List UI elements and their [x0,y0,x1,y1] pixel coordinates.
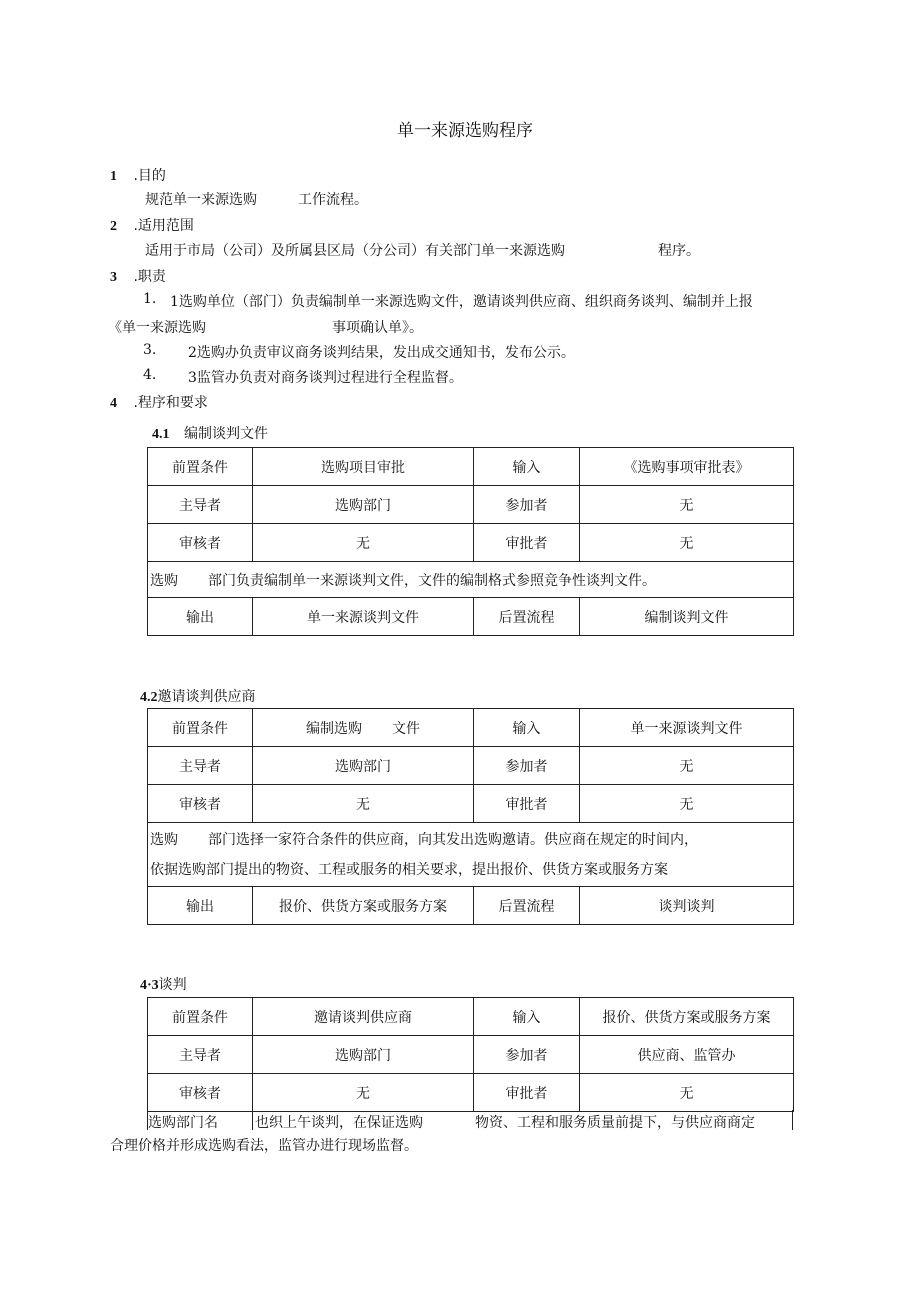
subsection-4-1-title: 编制谈判文件 [183,426,268,442]
table-row [148,998,794,1036]
section-2-text-b: 程序。 [658,243,700,259]
duty-1-number: 1. [143,291,157,307]
table-4-1 [147,447,794,636]
cell-value [253,709,474,747]
subsection-4-2-title: 邀请谈判供应商 [157,689,256,705]
duty-2-number: 3. [143,342,157,358]
section-2-title: .适用范围 [133,218,194,234]
section-3-number: 3 [110,270,117,285]
subsection-4-2-number: 4.2 [140,690,158,705]
section-4-title: .程序和要求 [133,395,208,411]
cell-value: 报价、供货方案或服务方案 [580,998,794,1036]
cell-label: 审核者 [148,1074,253,1112]
cell-label: 审批者 [474,524,580,562]
duty-1-text: 1选购单位（部门）负责编制单一来源选购文件，邀请谈判供应商、组织商务谈判、编制并上报 [170,294,753,310]
cell-value: 无 [580,1074,794,1112]
description-cell [148,823,794,887]
cell-label: 输出 [148,598,253,636]
cell-value: 供应商、监管办 [580,1036,794,1074]
description-text-line-2: 依据选购部门提出的物资、工程或服务的相关要求，提出报价、供货方案或服务方案 [150,862,668,878]
cell-label: 输入 [474,448,580,486]
cell-label: 输出 [148,887,253,925]
cell-label: 审核者 [148,785,253,823]
section-4-number: 4 [110,396,117,411]
duty-3-text: 3监管办负责对商务谈判过程进行全程监督。 [188,370,463,386]
description-text-b: 部门负责编制单一来源谈判文件，文件的编制格式参照竞争性谈判文件。 [208,572,656,589]
duty-2-text: 2选购办负责审议商务谈判结果，发出成交通知书，发布公示。 [188,345,575,361]
cell-value-part-a: 编制选购 [306,720,362,737]
cell-value: 单一来源谈判文件 [580,709,794,747]
cell-label: 前置条件 [148,709,253,747]
cell-value: 无 [253,1074,474,1112]
cell-value: 选购部门 [253,1036,474,1074]
table-row [148,887,794,925]
section-2-number: 2 [110,219,117,234]
cell-label: 前置条件 [148,998,253,1036]
cell-value: 单一来源谈判文件 [253,598,474,636]
cell-label: 主导者 [148,1036,253,1074]
cell-value: 邀请谈判供应商 [253,998,474,1036]
cell-label: 主导者 [148,747,253,785]
table-row [148,709,794,747]
cell-value: 无 [580,785,794,823]
description-text-c: 物资、工程和服务质量前提下，与供应商商定 [475,1115,755,1131]
table-row [148,1036,794,1074]
cell-label: 输入 [474,709,580,747]
description-right-border [792,1110,793,1130]
cell-value: 报价、供货方案或服务方案 [253,887,474,925]
cell-label: 审批者 [474,1074,580,1112]
cell-value: 无 [253,524,474,562]
cell-label: 输入 [474,998,580,1036]
section-1-text-a: 规范单一来源选购 [145,192,257,208]
cell-value: 选购项目审批 [253,448,474,486]
cell-value: 编制谈判文件 [580,598,794,636]
duty-1-text-cont-a: 《单一来源选购 [108,320,206,336]
cell-value: 《选购事项审批表》 [580,448,794,486]
cell-label: 参加者 [474,1036,580,1074]
description-text-a: 选购 [150,572,178,589]
table-row [148,785,794,823]
table-row [148,823,794,887]
cell-label: 审核者 [148,524,253,562]
section-1-title: .目的 [133,168,166,184]
cell-label: 前置条件 [148,448,253,486]
section-1-number: 1 [110,169,117,184]
duty-1-text-cont-b: 事项确认单》。 [332,320,423,336]
table-4-2 [147,708,794,925]
description-text-a: 选购 [150,832,178,848]
section-2-text-a: 适用于市局（公司）及所属县区局（分公司）有关部门单一来源选购 [145,243,565,259]
subsection-4-2-heading [140,686,256,706]
description-text-line-2: 合理价格并形成选购看法，监管办进行现场监督。 [110,1138,418,1154]
description-text-a: 选购部门名 [148,1115,218,1131]
section-1-heading [110,165,166,185]
cell-label: 参加者 [474,486,580,524]
cell-value-part-b: 文件 [392,720,420,737]
description-divider-a [252,1110,253,1130]
section-1-text-b: 工作流程。 [298,192,368,208]
section-4-heading [110,392,208,412]
subsection-4-1-number: 4.1 [152,427,170,442]
description-text-b: 也织上午谈判，在保证选购 [255,1115,423,1131]
subsection-4-3-number: 4·3 [140,978,159,993]
description-text-b: 部门选择一家符合条件的供应商，向其发出选购邀请。供应商在规定的时间内， [208,832,698,848]
cell-label: 主导者 [148,486,253,524]
subsection-4-1-heading [152,423,268,443]
duty-3-number: 4. [143,367,157,383]
description-cell [148,562,794,598]
section-3-heading [110,266,166,286]
cell-value: 谈判谈判 [580,887,794,925]
cell-label: 后置流程 [474,887,580,925]
table-row [148,598,794,636]
cell-value: 无 [253,785,474,823]
cell-label: 参加者 [474,747,580,785]
cell-label: 后置流程 [474,598,580,636]
subsection-4-3-heading [140,974,187,994]
cell-value: 无 [580,747,794,785]
table-row [148,524,794,562]
table-row [148,486,794,524]
section-2-heading [110,215,194,235]
table-row [148,1074,794,1112]
cell-value: 无 [580,524,794,562]
table-row [148,562,794,598]
table-row [148,747,794,785]
table-row [148,448,794,486]
cell-value: 选购部门 [253,747,474,785]
cell-label: 审批者 [474,785,580,823]
page-title: 单一来源选购程序 [397,121,533,141]
subsection-4-3-title: 谈判 [158,977,187,993]
table-4-3 [147,997,794,1112]
cell-value: 无 [580,486,794,524]
cell-value: 选购部门 [253,486,474,524]
section-3-title: .职责 [133,269,166,285]
